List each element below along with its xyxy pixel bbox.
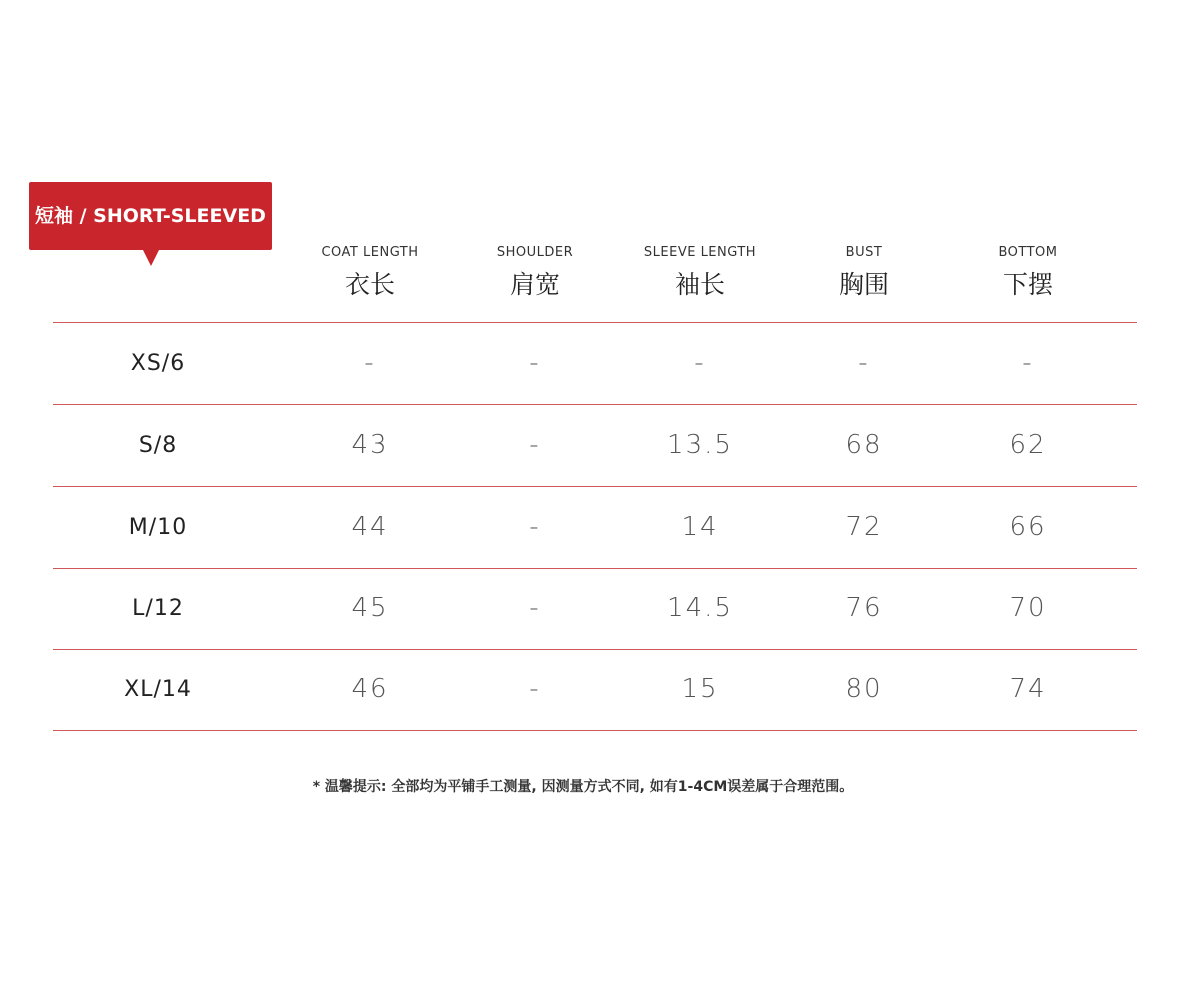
- shoulder-value: -: [529, 430, 541, 460]
- bust-value: 68: [845, 430, 883, 460]
- column-header-zh: 胸围: [838, 270, 889, 299]
- sleeve-length-value: 14.5: [667, 593, 733, 623]
- shoulder-value: -: [529, 674, 541, 704]
- size-label: S/8: [138, 433, 178, 458]
- table-row: [53, 487, 1137, 568]
- measurement-note: * 温馨提示: 全部均为平铺手工测量, 因测量方式不同, 如有1-4CM误差属于合理范围。: [312, 779, 854, 795]
- table-row: [53, 323, 1137, 404]
- coat-length-value: 44: [351, 512, 389, 542]
- table-row: [53, 649, 1137, 730]
- coat-length-value: 45: [351, 593, 389, 623]
- bust-value: -: [858, 348, 870, 378]
- bust-value: 72: [845, 512, 883, 542]
- bottom-value: 74: [1009, 674, 1047, 704]
- shoulder-value: -: [529, 348, 541, 378]
- size-label: L/12: [132, 596, 184, 621]
- column-header-zh: 下摆: [1002, 270, 1053, 299]
- sleeve-length-value: 14: [681, 512, 719, 542]
- bust-value: 80: [845, 674, 883, 704]
- bottom-value: 62: [1009, 430, 1047, 460]
- column-header-zh: 袖长: [674, 270, 725, 299]
- coat-length-value: 43: [351, 430, 389, 460]
- column-header-en: COAT LENGTH: [321, 245, 419, 260]
- column-header-bust: [779, 243, 949, 301]
- column-header-en: BUST: [845, 245, 883, 260]
- shoulder-value: -: [529, 593, 541, 623]
- column-header-zh: 肩宽: [509, 270, 560, 299]
- column-header-sleeve-length: [615, 243, 785, 301]
- bottom-value: 70: [1009, 593, 1047, 623]
- bust-value: 76: [845, 593, 883, 623]
- table-row: [53, 405, 1137, 486]
- size-label: XL/14: [124, 677, 192, 702]
- category-tag: [29, 182, 272, 250]
- column-header-en: BOTTOM: [998, 245, 1058, 260]
- size-label: XS/6: [130, 351, 186, 376]
- shoulder-value: -: [529, 512, 541, 542]
- column-header-en: SHOULDER: [496, 245, 574, 260]
- bottom-value: 66: [1009, 512, 1047, 542]
- table-divider: [53, 730, 1137, 731]
- tag-pointer: [143, 250, 159, 266]
- category-tag-label: 短袖 / SHORT-SLEEVED: [35, 205, 266, 227]
- coat-length-value: 46: [351, 674, 389, 704]
- column-header-en: SLEEVE LENGTH: [643, 245, 757, 260]
- column-header-bottom: [943, 243, 1113, 301]
- coat-length-value: -: [364, 348, 376, 378]
- column-header-zh: 衣长: [344, 270, 395, 299]
- size-label: M/10: [128, 515, 188, 540]
- sleeve-length-value: 15: [681, 674, 719, 704]
- table-row: [53, 568, 1137, 649]
- sleeve-length-value: 13.5: [667, 430, 733, 460]
- column-header-coat-length: [285, 243, 455, 301]
- bottom-value: -: [1022, 348, 1034, 378]
- column-header-shoulder: [450, 243, 620, 301]
- sleeve-length-value: -: [694, 348, 706, 378]
